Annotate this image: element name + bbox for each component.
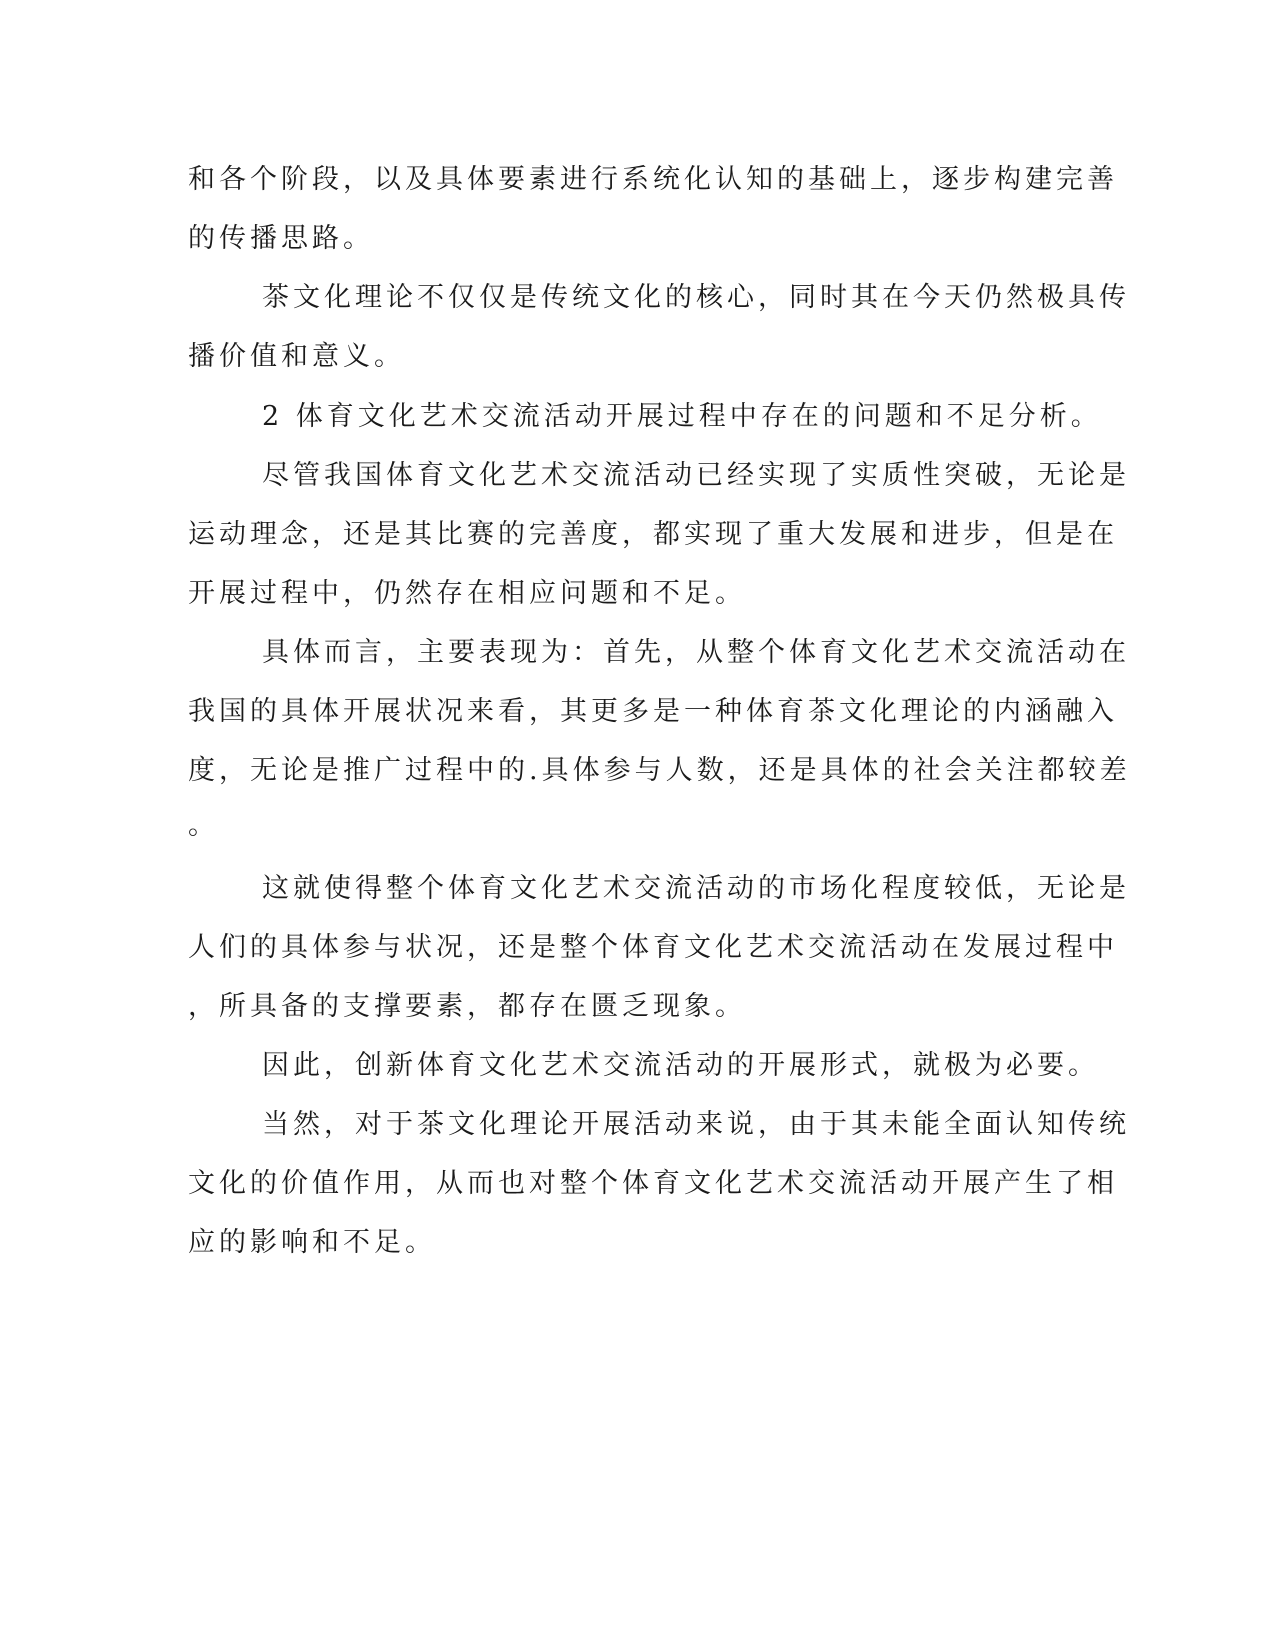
text-line: 的传播思路。	[188, 223, 374, 254]
text-line: 。	[188, 810, 219, 841]
text-line: 开展过程中，仍然存在相应问题和不足。	[188, 578, 746, 609]
text-line: 茶文化理论不仅仅是传统文化的核心，同时其在今天仍然极具传	[262, 282, 1130, 313]
text-line: ，所具备的支撑要素，都存在匮乏现象。	[188, 991, 746, 1022]
text-line: 文化的价值作用，从而也对整个体育文化艺术交流活动开展产生了相	[188, 1168, 1118, 1199]
text-line: 运动理念，还是其比赛的完善度，都实现了重大发展和进步，但是在	[188, 519, 1118, 550]
text-line: 应的影响和不足。	[188, 1227, 436, 1258]
text-line: 具体而言，主要表现为：首先，从整个体育文化艺术交流活动在	[262, 637, 1130, 668]
text-line: 因此，创新体育文化艺术交流活动的开展形式，就极为必要。	[262, 1050, 1099, 1081]
text-line: 当然，对于茶文化理论开展活动来说，由于其未能全面认知传统	[262, 1109, 1130, 1140]
text-line: 尽管我国体育文化艺术交流活动已经实现了实质性突破，无论是	[262, 460, 1130, 491]
text-line: 播价值和意义。	[188, 341, 405, 372]
text-line: 和各个阶段，以及具体要素进行系统化认知的基础上，逐步构建完善	[188, 164, 1118, 195]
section-heading: 2 体育文化艺术交流活动开展过程中存在的问题和不足分析。	[262, 401, 1102, 432]
text-line: 这就使得整个体育文化艺术交流活动的市场化程度较低，无论是	[262, 873, 1130, 904]
text-line: 度，无论是推广过程中的.具体参与人数，还是具体的社会关注都较差	[188, 755, 1131, 786]
text-line: 我国的具体开展状况来看，其更多是一种体育茶文化理论的内涵融入	[188, 696, 1118, 727]
text-line: 人们的具体参与状况，还是整个体育文化艺术交流活动在发展过程中	[188, 932, 1118, 963]
